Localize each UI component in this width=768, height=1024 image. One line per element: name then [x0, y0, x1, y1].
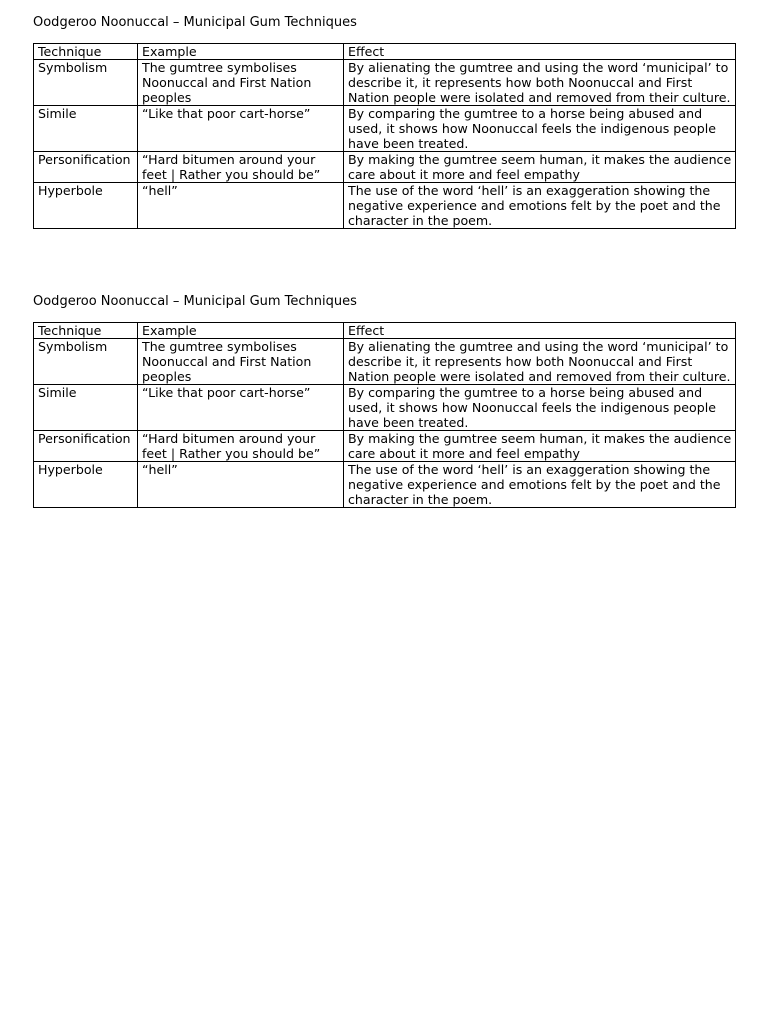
example-cell: The gumtree symbolises Noonuccal and First Nation peoples [138, 60, 344, 106]
table-row [34, 152, 736, 183]
example-cell: “Hard bitumen around your feet | Rather you should be” [138, 152, 344, 183]
table-row [34, 462, 736, 508]
technique-cell: Personification [34, 152, 138, 183]
header-example: Example [138, 44, 344, 60]
techniques-table [33, 43, 736, 229]
technique-cell: Symbolism [34, 339, 138, 385]
effect-cell: The use of the word ‘hell’ is an exaggeration showing the negative experience and emotions felt by the poet and the character in the poem. [344, 462, 736, 508]
effect-cell: By comparing the gumtree to a horse being abused and used, it shows how Noonuccal feels the indigenous people have been treated. [344, 385, 736, 431]
document-title: Oodgeroo Noonuccal – Municipal Gum Techniques [33, 15, 357, 30]
technique-cell: Simile [34, 106, 138, 152]
table-header-row [34, 44, 736, 60]
header-technique: Technique [34, 323, 138, 339]
technique-cell: Personification [34, 431, 138, 462]
header-example: Example [138, 323, 344, 339]
effect-cell: By making the gumtree seem human, it makes the audience care about it more and feel empathy [344, 431, 736, 462]
example-cell: “Like that poor cart-horse” [138, 106, 344, 152]
techniques-section-1 [33, 15, 735, 229]
header-effect: Effect [344, 44, 736, 60]
table-row [34, 339, 736, 385]
header-effect: Effect [344, 323, 736, 339]
table-row [34, 183, 736, 229]
techniques-section-2 [33, 294, 735, 508]
example-cell: “hell” [138, 183, 344, 229]
effect-cell: By comparing the gumtree to a horse being abused and used, it shows how Noonuccal feels the indigenous people have been treated. [344, 106, 736, 152]
table-row [34, 106, 736, 152]
example-cell: “hell” [138, 462, 344, 508]
techniques-table [33, 322, 736, 508]
example-cell: “Hard bitumen around your feet | Rather you should be” [138, 431, 344, 462]
effect-cell: By making the gumtree seem human, it makes the audience care about it more and feel empathy [344, 152, 736, 183]
technique-cell: Hyperbole [34, 462, 138, 508]
table-row [34, 431, 736, 462]
technique-cell: Hyperbole [34, 183, 138, 229]
table-row [34, 385, 736, 431]
effect-cell: By alienating the gumtree and using the word ‘municipal’ to describe it, it represents how both Noonuccal and First Nation people were isolated and removed from their culture. [344, 339, 736, 385]
effect-cell: By alienating the gumtree and using the word ‘municipal’ to describe it, it represents how both Noonuccal and First Nation people were isolated and removed from their culture. [344, 60, 736, 106]
table-header-row [34, 323, 736, 339]
effect-cell: The use of the word ‘hell’ is an exaggeration showing the negative experience and emotions felt by the poet and the character in the poem. [344, 183, 736, 229]
technique-cell: Symbolism [34, 60, 138, 106]
document-title: Oodgeroo Noonuccal – Municipal Gum Techniques [33, 294, 357, 309]
header-technique: Technique [34, 44, 138, 60]
table-row [34, 60, 736, 106]
example-cell: “Like that poor cart-horse” [138, 385, 344, 431]
technique-cell: Simile [34, 385, 138, 431]
example-cell: The gumtree symbolises Noonuccal and First Nation peoples [138, 339, 344, 385]
